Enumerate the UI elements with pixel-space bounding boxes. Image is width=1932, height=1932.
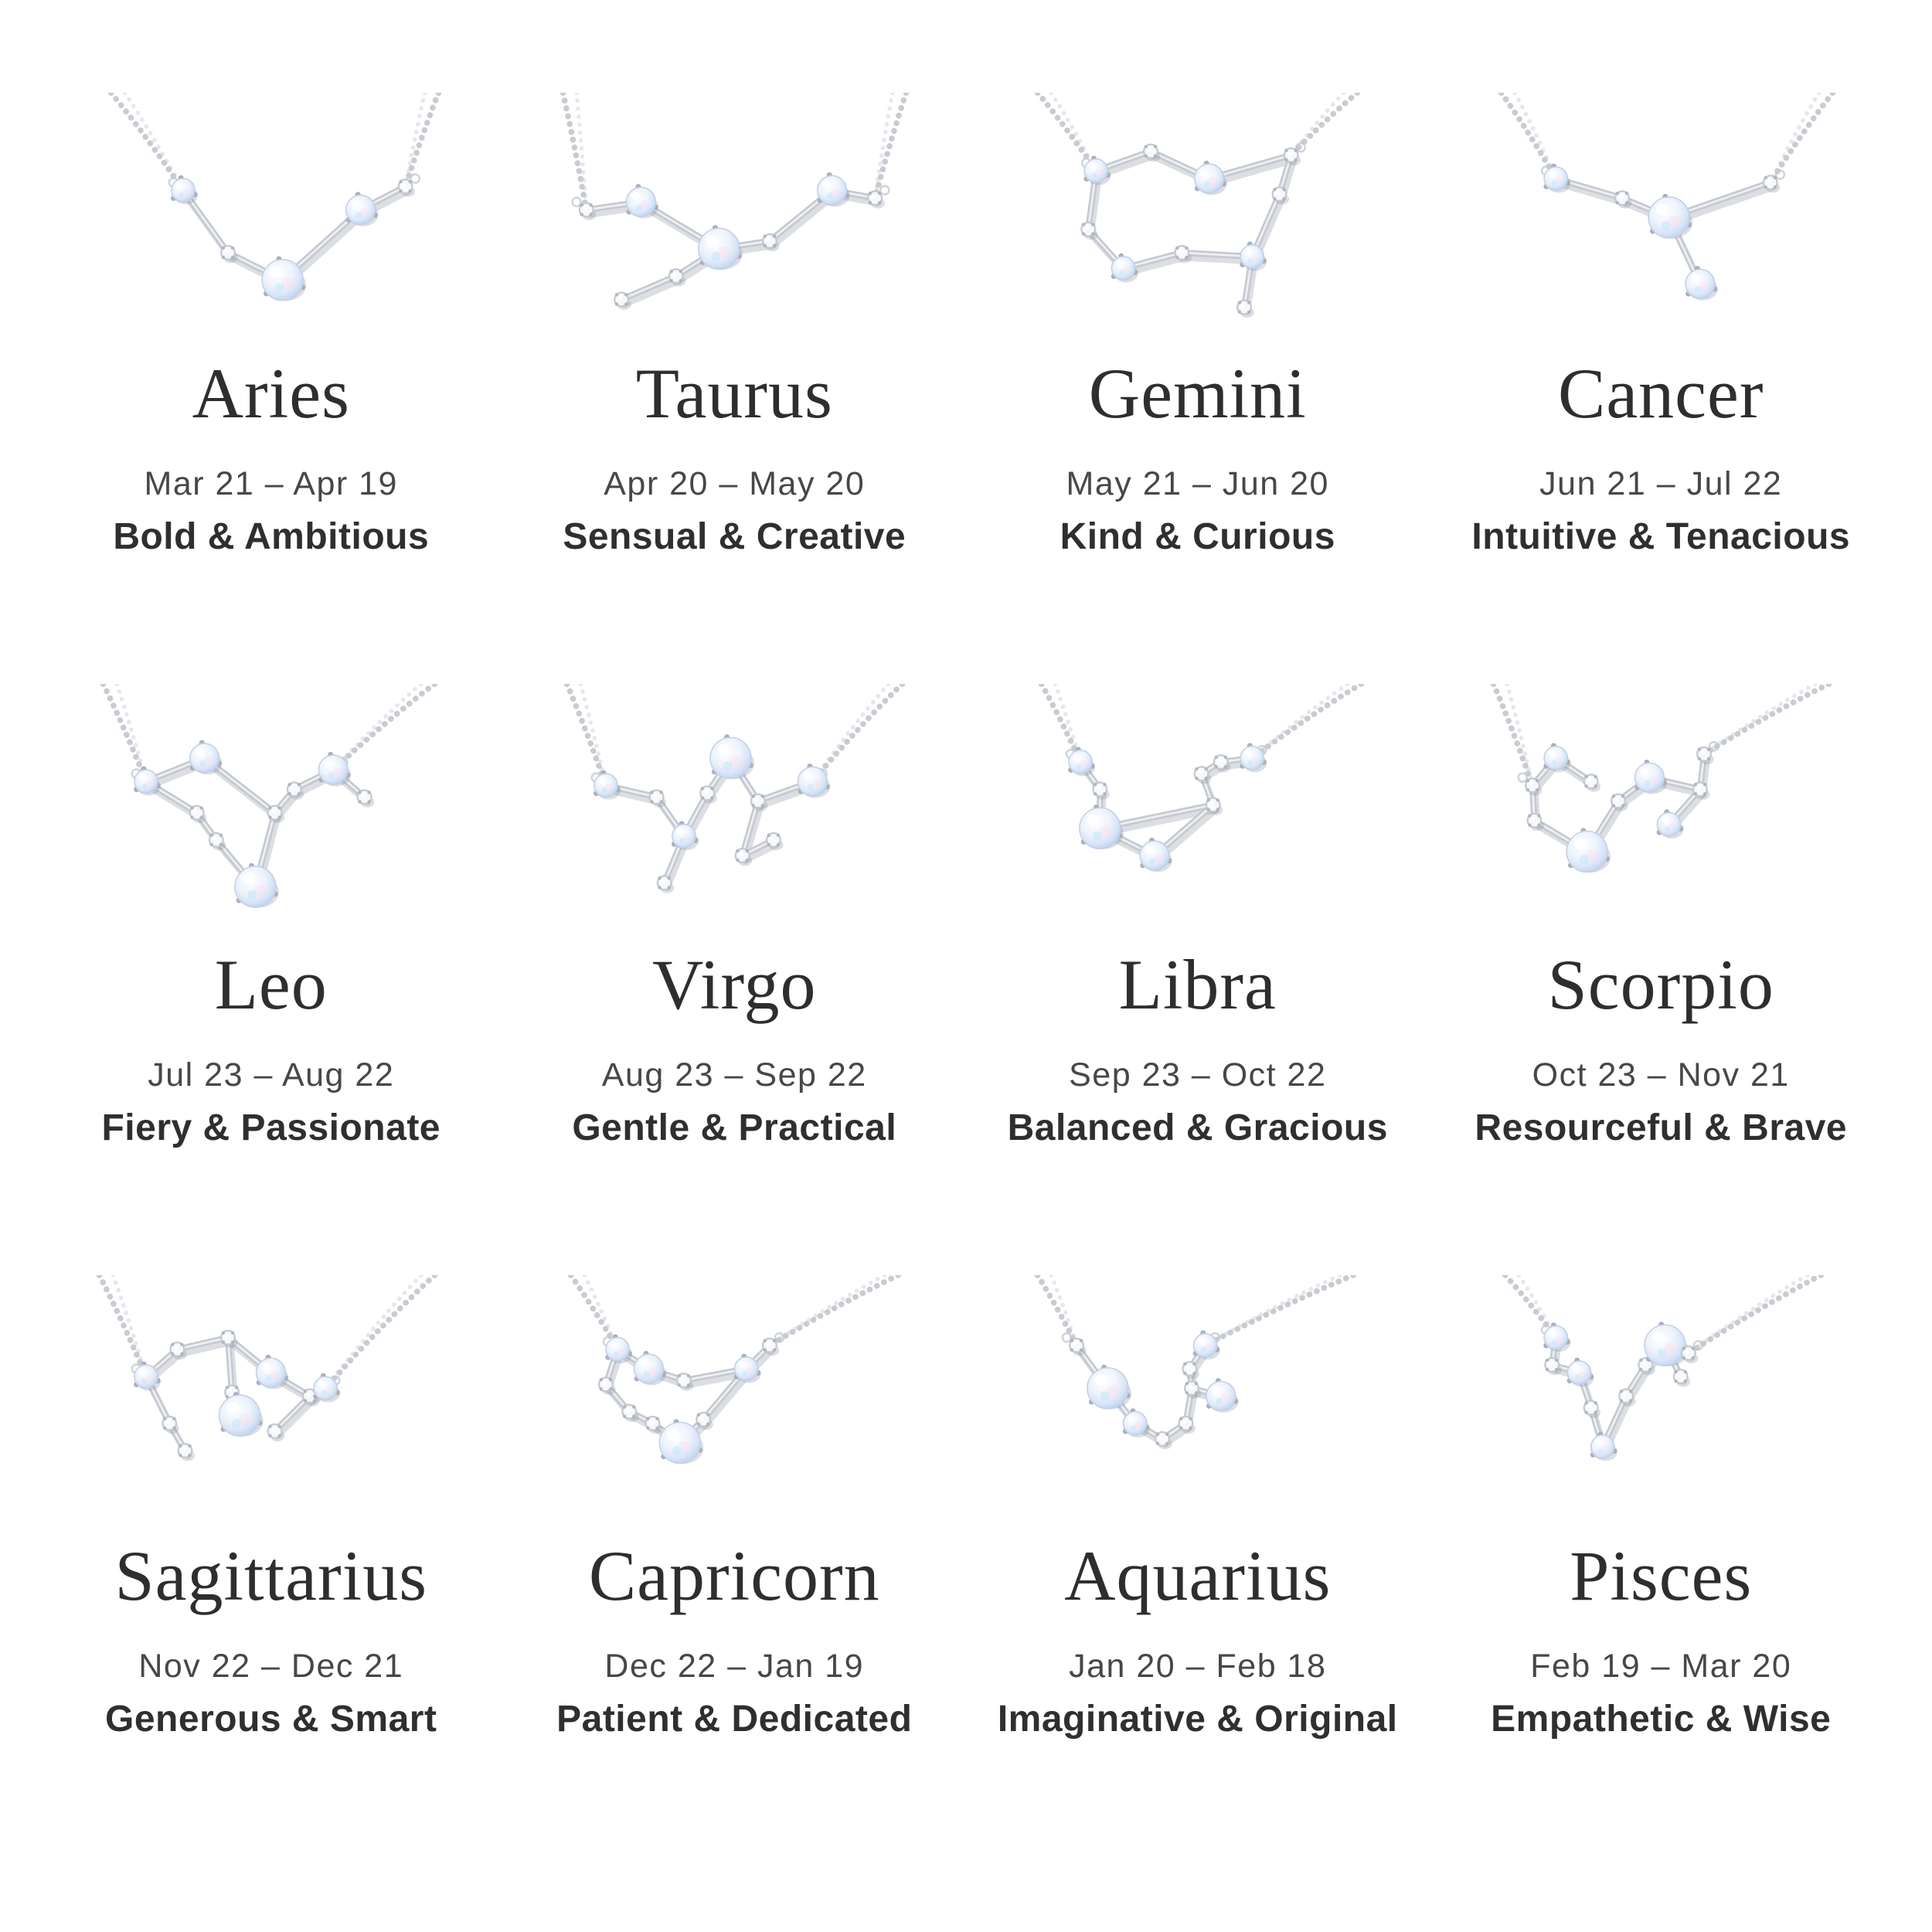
necklace-image (1466, 93, 1856, 342)
sign-dates: Aug 23 – Sep 22 (601, 1056, 867, 1094)
sign-traits: Generous & Smart (105, 1698, 437, 1740)
zodiac-cell (43, 93, 500, 684)
sign-dates: Nov 22 – Dec 21 (138, 1647, 404, 1685)
sign-traits: Fiery & Passionate (101, 1107, 440, 1148)
sign-dates: Oct 23 – Nov 21 (1532, 1056, 1790, 1094)
sign-name: Leo (214, 945, 328, 1024)
sign-name: Sagittarius (114, 1536, 427, 1615)
sign-name: Cancer (1557, 354, 1764, 433)
sign-dates: Mar 21 – Apr 19 (144, 464, 398, 502)
zodiac-cell (43, 1275, 500, 1866)
sign-dates: May 21 – Jun 20 (1066, 464, 1329, 502)
sign-traits: Imaginative & Original (997, 1698, 1398, 1740)
zodiac-cell (1433, 1275, 1890, 1866)
sign-name: Taurus (635, 354, 833, 433)
sign-traits: Bold & Ambitious (113, 515, 430, 557)
sign-dates: Sep 23 – Oct 22 (1069, 1056, 1327, 1094)
sign-dates: Dec 22 – Jan 19 (604, 1647, 865, 1685)
sign-name: Virgo (652, 945, 817, 1024)
sign-traits: Balanced & Gracious (1007, 1107, 1388, 1148)
necklace-image (1002, 684, 1393, 934)
sign-name: Libra (1118, 945, 1277, 1024)
sign-name: Pisces (1570, 1536, 1753, 1615)
sign-dates: Jun 21 – Jul 22 (1539, 464, 1783, 502)
sign-dates: Jan 20 – Feb 18 (1069, 1647, 1327, 1685)
zodiac-cell (969, 684, 1427, 1275)
sign-traits: Resourceful & Brave (1475, 1107, 1848, 1148)
sign-dates: Apr 20 – May 20 (604, 464, 866, 502)
necklace-image (539, 93, 930, 342)
sign-traits: Gentle & Practical (572, 1107, 897, 1148)
sign-dates: Jul 23 – Aug 22 (148, 1056, 395, 1094)
necklace-image (539, 1275, 930, 1525)
sign-dates: Feb 19 – Mar 20 (1530, 1647, 1792, 1685)
sign-name: Capricorn (588, 1536, 880, 1615)
sign-traits: Sensual & Creative (563, 515, 906, 557)
sign-traits: Patient & Dedicated (556, 1698, 913, 1740)
necklace-image (1002, 1275, 1393, 1525)
necklace-image (76, 1275, 466, 1525)
sign-traits: Empathetic & Wise (1491, 1698, 1832, 1740)
zodiac-cell (506, 1275, 964, 1866)
sign-name: Gemini (1088, 354, 1307, 433)
zodiac-cell (506, 93, 964, 684)
sign-name: Scorpio (1547, 945, 1774, 1024)
necklace-image (76, 684, 466, 934)
zodiac-cell (506, 684, 964, 1275)
necklace-image (76, 93, 466, 342)
sign-name: Aquarius (1064, 1536, 1332, 1615)
sign-traits: Intuitive & Tenacious (1471, 515, 1851, 557)
necklace-image (539, 684, 930, 934)
zodiac-cell (969, 1275, 1427, 1866)
zodiac-cell (1433, 93, 1890, 684)
zodiac-cell (969, 93, 1427, 684)
necklace-image (1466, 684, 1856, 934)
necklace-image (1466, 1275, 1856, 1525)
zodiac-cell (1433, 684, 1890, 1275)
sign-traits: Kind & Curious (1060, 515, 1335, 557)
sign-name: Aries (192, 354, 350, 433)
zodiac-cell (43, 684, 500, 1275)
necklace-image (1002, 93, 1393, 342)
